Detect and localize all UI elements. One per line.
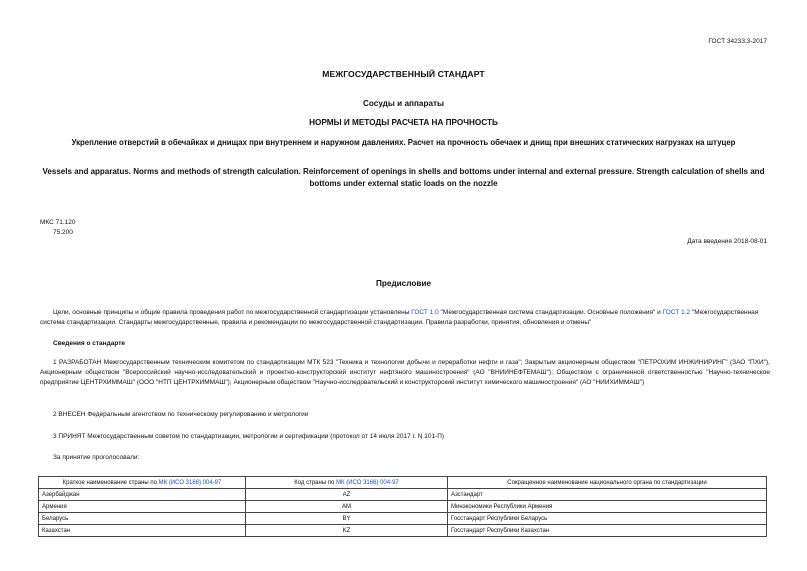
preface-paragraph-1 [40, 308, 770, 328]
classification-codes [40, 218, 76, 238]
submitted-by-paragraph: 2 ВНЕСЕН Федеральным агентством по техническому регулированию и метрологии [53, 411, 309, 418]
mk-iso-link[interactable]: МК (ИСО 3166) 004-97 [336, 479, 399, 486]
body-cell: Госстандарт Республики Беларусь [448, 513, 767, 525]
russian-title: Укрепление отверстий в обечайках и днищах при внутреннем и наружном давлениях. Расчет на прочность обечаек и днищ при внешних статических нагрузках на штуцер [71, 138, 736, 147]
mk-iso-link[interactable]: МК (ИСО 3166) 004-97 [158, 479, 222, 486]
body-cell: Минэкономики Республики Армения [448, 501, 767, 513]
gost-1-2-link[interactable]: ГОСТ 1.2 [662, 309, 691, 316]
mks-code-2: 75.200 [53, 229, 73, 236]
norms-heading: НОРМЫ И МЕТОДЫ РАСЧЕТА НА ПРОЧНОСТЬ [309, 118, 498, 127]
gost-1-0-link[interactable]: ГОСТ 1.0 [411, 309, 439, 316]
standard-type-heading: МЕЖГОСУДАРСТВЕННЫЙ СТАНДАРТ [322, 69, 485, 79]
body-cell: Госстандарт Республики Казахстан [448, 525, 767, 537]
table-row [39, 525, 767, 537]
preface-text-a: Цели, основные принципы и общие правила проведения работ по межгосударственной стандартизации установлены [53, 309, 412, 316]
mks-code-1: МКС 71.120 [40, 219, 76, 226]
effective-date: Дата введения 2018-08-01 [687, 238, 767, 245]
code-cell: BY [246, 513, 448, 525]
voted-for-label: За принятие проголосовали: [53, 454, 140, 461]
header-standards-body: Сокращенное наименование национального органа по стандартизации [448, 477, 767, 489]
code-cell: AM [246, 501, 448, 513]
code-cell: AZ [246, 489, 448, 501]
country-cell: Беларусь [39, 513, 246, 525]
voting-countries-table [38, 476, 767, 537]
country-cell: Армения [39, 501, 246, 513]
section-heading: Сведения о стандарте [53, 340, 126, 347]
table-row [39, 489, 767, 501]
body-cell: Азстандарт [448, 489, 767, 501]
adopted-by-paragraph: 3 ПРИНЯТ Межгосударственным советом по стандартизации, метрологии и сертификации (протокол от 14 июля 2017 г. N 101-П) [53, 433, 445, 440]
document-code: ГОСТ 34233.3-2017 [708, 38, 767, 45]
developed-by-paragraph: 1 РАЗРАБОТАН Межгосударственным техническим комитетом по стандартизации МТК 523 "Техника и технологии добычи и переработки нефти и газа"; Закрытым акционерным обществом "ПЕТРОХИМ ИНЖИНИРИНГ" (ЗАО "ПХИ"), Акционерным обществом "Всероссийский научно-исследовательский и проектно-конструкторский институт нефтяного машиностроения" (АО "ВНИИНЕФТЕМАШ"); Обществом с ограниченной ответственностью "Научно-техническое предприятие ЦЕНТРХИММАШ" (ООО "НТП ЦЕНТРХИММАШ"); Акционерным обществом "Научно-исследовательский и конструкторский институт химического машиностроения" (АО "НИИХИММАШ") [40, 359, 770, 386]
table-header-row [39, 477, 767, 489]
code-cell: KZ [246, 525, 448, 537]
preface-heading: Предисловие [376, 279, 431, 288]
country-cell: Азербайджан [39, 489, 246, 501]
preface-text-b: "Межгосударственная система стандартизации. Основные положения" и [438, 309, 663, 316]
header-country-name: Краткое наименование страны по МК (ИСО 3166) 004-97 [39, 477, 246, 489]
country-cell: Казахстан [39, 525, 246, 537]
table-row [39, 513, 767, 525]
table-row [39, 501, 767, 513]
subject-heading: Сосуды и аппараты [362, 99, 445, 108]
preface-text-c: "Межгосударственная система стандартизации. Стандарты межгосударственные, правила и рекомендации по межгосударственной стандартизации. Правила разработки, принятия, обновления и отмены" [40, 309, 759, 326]
english-title: Vessels and apparatus. Norms and methods of strength calculation. Reinforcement of openings in shells and bottoms under internal and external pressure. Strength calculation of shells and bottoms under external static loads on the nozzle [42, 167, 765, 188]
header-country-code: Код страны по МК (ИСО 3166) 004-97 [246, 477, 448, 489]
